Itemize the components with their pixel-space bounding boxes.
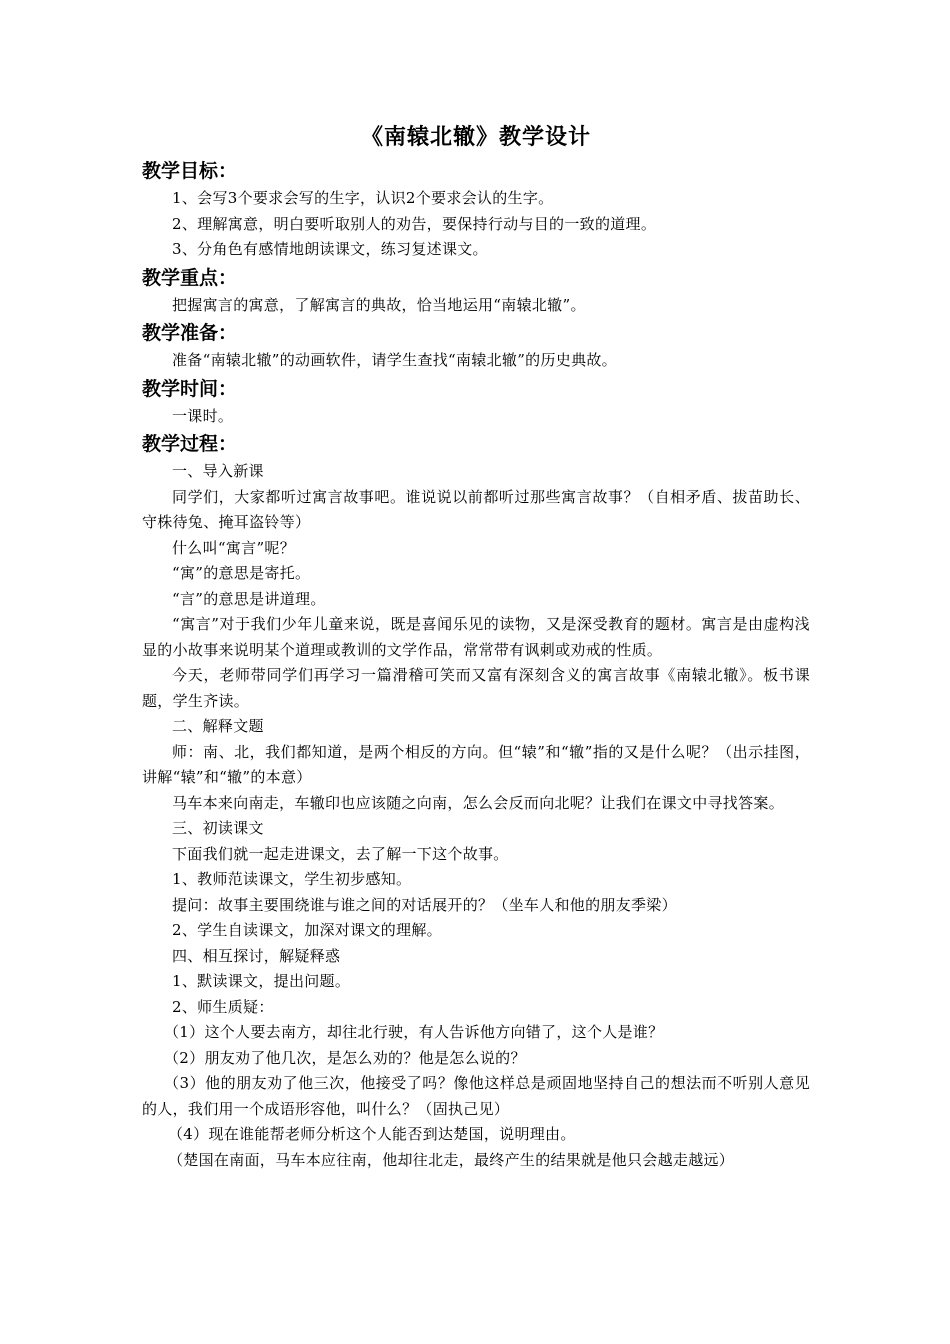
- process-subheading-reading: 三、初读课文: [172, 819, 264, 837]
- process-paragraph: 2、师生质疑：: [172, 997, 274, 1016]
- section-heading-key-points: 教学重点：: [142, 266, 238, 289]
- section-preparation: [142, 318, 810, 374]
- process-paragraph: 1、教师范读课文，学生初步感知。: [172, 870, 412, 888]
- process-paragraph: “寓言”对于我们少年儿童来说，既是喜闻乐见的读物，又是深受教育的题材。寓言是由虚构浅显的小故事来说明某个道理或教训的文学作品，常常带有讽刺或劝戒的性质。: [142, 615, 810, 659]
- document-title: 《南辕北辙》教学设计: [360, 124, 591, 150]
- section-time: [142, 374, 810, 430]
- section-key-points: [142, 263, 810, 319]
- process-paragraph: 1、默读课文，提出问题。: [172, 972, 351, 990]
- process-paragraph: 2、学生自读课文，加深对课文的理解。: [172, 921, 442, 939]
- process-paragraph: 师：南、北，我们都知道，是两个相反的方向。但“辕”和“辙”指的又是什么呢？（出示挂图，讲解“辕”和“辙”的本意）: [142, 742, 810, 786]
- time-item: 一课时。: [172, 406, 234, 425]
- process-question: （4）现在谁能帮老师分析这个人能否到达楚国，说明理由。: [168, 1125, 576, 1143]
- goal-item-2: 2、理解寓意，明白要听取别人的劝告，要保持行动与目的一致的道理。: [172, 214, 657, 233]
- process-paragraph: 同学们，大家都听过寓言故事吧。谁说说以前都听过那些寓言故事？（自相矛盾、拔苗助长、守株待兔、掩耳盗铃等）: [142, 487, 810, 531]
- process-question: （1）这个人要去南方，却往北行驶，有人告诉他方向错了，这个人是谁？: [164, 1023, 664, 1041]
- process-paragraph: 今天，老师带同学们再学习一篇滑稽可笑而又富有深刻含义的寓言故事《南辕北辙》。板书课题，学生齐读。: [142, 666, 810, 710]
- goal-item-1: 1、会写3个要求会写的生字，认识2个要求会认的生字。: [172, 189, 554, 207]
- process-subheading-discussion: 四、相互探讨，解疑释惑: [172, 946, 341, 965]
- preparation-item: 准备“南辕北辙”的动画软件，请学生查找“南辕北辙”的历史典故。: [172, 351, 617, 369]
- key-point-item: 把握寓言的寓意，了解寓言的典故，恰当地运用“南辕北辙”。: [172, 295, 586, 314]
- section-heading-time: 教学时间：: [142, 377, 238, 400]
- process-paragraph: “寓”的意思是寄托。: [172, 564, 311, 582]
- process-question: （3）他的朋友劝了他三次，他接受了吗？像他这样总是顽固地坚持自己的想法而不听别人意见的人，我们用一个成语形容他，叫什么？（固执己见）: [142, 1074, 810, 1118]
- section-process: [142, 429, 810, 1173]
- process-paragraph: 什么叫“寓言”呢？: [172, 538, 296, 557]
- process-answer: （楚国在南面，马车本应往南，他却往北走，最终产生的结果就是他只会越走越远）: [168, 1150, 735, 1169]
- process-subheading-intro: 一、导入新课: [172, 462, 264, 480]
- process-paragraph: 马车本来向南走，车辙印也应该随之向南，怎么会反而向北呢？让我们在课文中寻找答案。: [172, 793, 785, 812]
- section-heading-goals: 教学目标：: [142, 160, 238, 182]
- document-page: [142, 118, 810, 1173]
- process-subheading-title: 二、解释文题: [172, 717, 264, 735]
- process-paragraph: “言”的意思是讲道理。: [172, 589, 326, 608]
- process-paragraph: 下面我们就一起走进课文，去了解一下这个故事。: [172, 844, 509, 863]
- goal-item-3: 3、分角色有感情地朗读课文，练习复述课文。: [172, 240, 488, 258]
- section-goals: [142, 156, 810, 263]
- process-question: （2）朋友劝了他几次，是怎么劝的？他是怎么说的？: [164, 1048, 526, 1067]
- process-paragraph: 提问：故事主要围绕谁与谁之间的对话展开的？（坐车人和他的朋友季梁）: [172, 895, 677, 914]
- section-heading-preparation: 教学准备：: [142, 322, 238, 344]
- section-heading-process: 教学过程：: [142, 433, 238, 455]
